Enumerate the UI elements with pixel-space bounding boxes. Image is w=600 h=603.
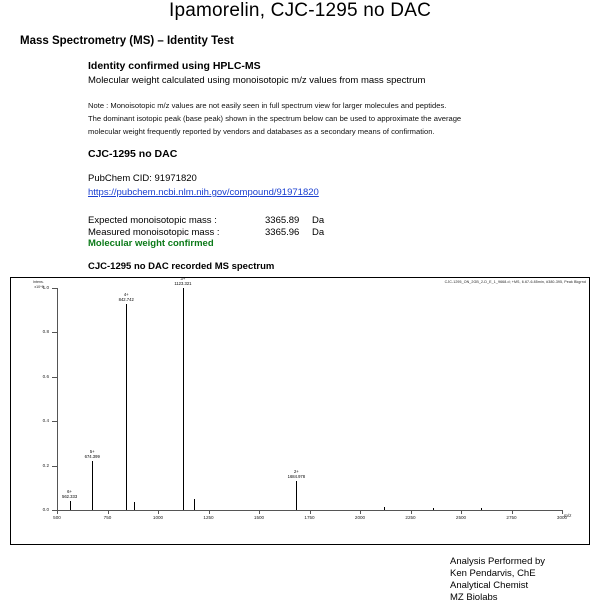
x-tick-label: 1750 bbox=[304, 515, 315, 520]
signoff-line-2: Ken Pendarvis, ChE bbox=[450, 568, 536, 579]
peak-label: 5+ 674.399 bbox=[84, 449, 100, 460]
spectrum-peak bbox=[70, 501, 71, 510]
y-tick-label: 0.6 bbox=[42, 373, 49, 379]
x-tick-label: 2250 bbox=[405, 515, 416, 520]
spectrum-peak bbox=[194, 499, 195, 510]
spectrum-peak bbox=[433, 508, 434, 510]
y-tick-label: 0.4 bbox=[42, 418, 49, 424]
pubchem-link[interactable]: https://pubchem.ncbi.nlm.nih.gov/compound/91971820 bbox=[88, 187, 319, 198]
spectrum-peak bbox=[134, 502, 135, 510]
measured-mass-label: Measured monoisotopic mass : bbox=[88, 227, 220, 238]
x-tick-label: 750 bbox=[103, 515, 112, 520]
peak-label: 6+ 562.333 bbox=[62, 489, 78, 500]
x-tick-label: 3000 bbox=[556, 515, 568, 520]
page-title: Ipamorelin, CJC-1295 no DAC bbox=[168, 0, 431, 21]
spectrum-peak bbox=[92, 461, 93, 510]
signoff-line-1: Analysis Performed by bbox=[450, 556, 546, 567]
x-tick-label: 1000 bbox=[152, 515, 164, 520]
y-tick-label: 0.0 bbox=[42, 507, 49, 512]
spectrum-peak bbox=[296, 481, 297, 510]
spectrum-peak bbox=[384, 507, 385, 510]
note-line-3: molecular weight frequently reported by vendors and databases as a secondary means of confirmation. bbox=[88, 127, 435, 136]
signoff-line-4: MZ Biolabs bbox=[450, 592, 498, 603]
spectrum-peak bbox=[126, 304, 127, 510]
peak-label: 4+ 842.742 bbox=[118, 291, 134, 302]
note-line-1: Note : Monoisotopic m/z values are not easily seen in full spectrum view for larger molecules and peptides. bbox=[88, 101, 447, 110]
peak-label: 2+ 1684.978 bbox=[287, 469, 306, 480]
ms-spectrum-chart bbox=[10, 277, 590, 545]
section-heading: Mass Spectrometry (MS) – Identity Test bbox=[20, 35, 234, 47]
x-tick-label: 500 bbox=[53, 515, 61, 520]
x-tick-label: 1500 bbox=[253, 515, 265, 520]
signoff-line-3: Analytical Chemist bbox=[450, 580, 529, 591]
y-axis-title: Intens. x10^8 bbox=[33, 280, 44, 289]
identity-heading: Identity confirmed using HPLC-MS bbox=[88, 60, 261, 72]
identity-description: Molecular weight calculated using monoisotopic m/z values from mass spectrum bbox=[88, 75, 426, 86]
spectrum-caption: CJC-1295 no DAC recorded MS spectrum bbox=[88, 261, 275, 272]
x-tick-label: 2500 bbox=[455, 515, 467, 520]
spectrum-meta-text: CJC-1295_ON_2GB_2-D_E_1_9668.d; +MS, 6.67-6.85min, #380-395, Peak Bkgrnd bbox=[444, 280, 586, 284]
x-tick-label: 2000 bbox=[354, 515, 366, 520]
compound-heading: CJC-1295 no DAC bbox=[88, 148, 178, 160]
x-tick-label: 1250 bbox=[203, 515, 214, 520]
expected-mass-value: 3365.89 bbox=[265, 215, 300, 226]
measured-mass-unit: Da bbox=[312, 227, 325, 238]
x-axis-title: m/z bbox=[564, 513, 572, 518]
note-line-2: The dominant isotopic peak (base peak) shown in the spectrum below can be used to approximate the average bbox=[88, 114, 462, 123]
measured-mass-value: 3365.96 bbox=[265, 227, 300, 238]
expected-mass-label: Expected monoisotopic mass : bbox=[88, 215, 217, 226]
peak-label: 3+ 1123.321 bbox=[174, 276, 192, 287]
confirmation-status: Molecular weight confirmed bbox=[88, 238, 214, 249]
spectrum-peaks bbox=[11, 278, 591, 511]
y-tick-label: 0.8 bbox=[42, 329, 49, 335]
spectrum-peak bbox=[183, 288, 184, 510]
y-tick-label: 0.2 bbox=[42, 462, 49, 468]
y-tick-label: 1.0 bbox=[42, 285, 49, 290]
spectrum-peak bbox=[481, 508, 482, 510]
x-tick-label: 2750 bbox=[506, 515, 517, 520]
expected-mass-unit: Da bbox=[312, 215, 325, 226]
pubchem-cid: PubChem CID: 91971820 bbox=[88, 173, 197, 184]
